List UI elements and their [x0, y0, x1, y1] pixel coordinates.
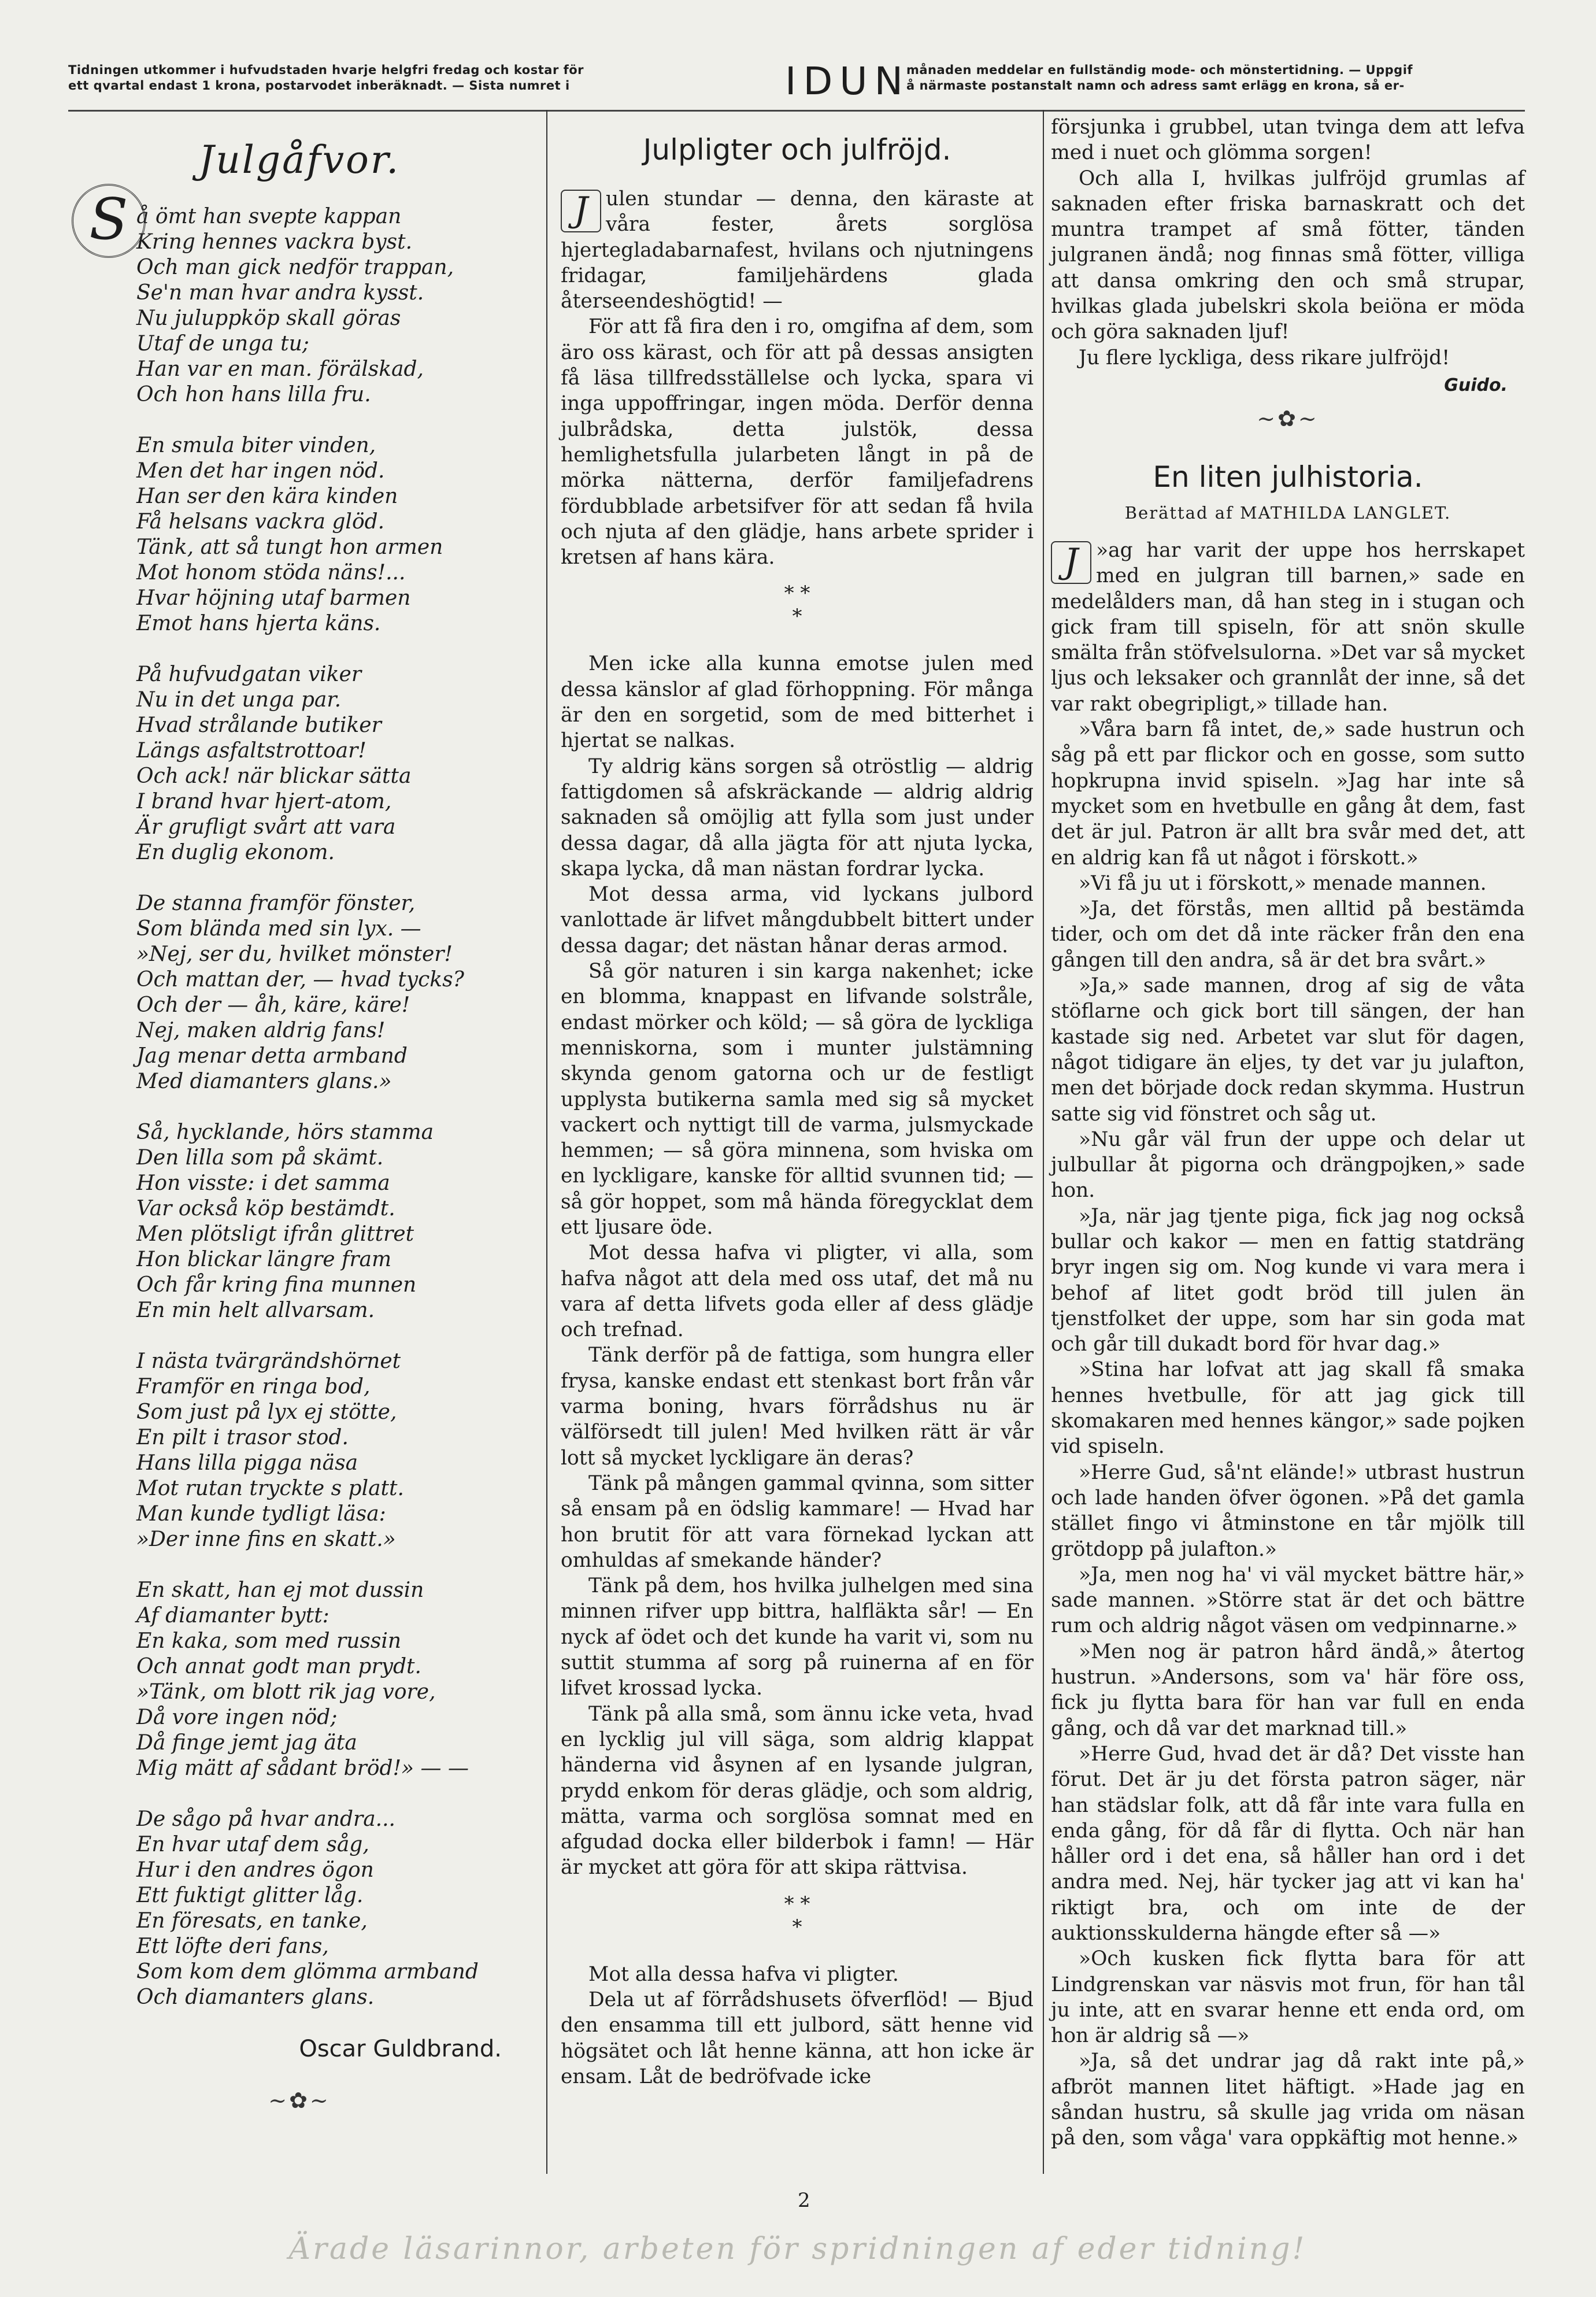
- poem-line: å ömt han svepte kappan: [136, 205, 402, 228]
- story-paragraph: »Ja, så det undrar jag då rakt inte på,» afbröt mannen litet häftigt. »Hade jag en såndan hustru, så skulle jag vrida om näsan på den, som våga' vara oppkäftig mot henne.»: [1051, 2050, 1525, 2150]
- story-column: [1051, 114, 1525, 2151]
- poem-line: Ett fuktigt glitter låg.: [136, 1884, 364, 1907]
- poem-line: Framför en ringa bod,: [136, 1375, 371, 1399]
- column-divider: [1043, 110, 1044, 2174]
- story-paragraph: »Ja, när jag tjente piga, fick jag nog också bullar och kakor — men en fattig statdräng bryr ingen sig om. Nog kunde vi vara mera i behof af litet godt bröd till julen än tjenstfolket der uppe, som har sin goda mat och går till dukadt bord för hvar dag.»: [1051, 1204, 1525, 1356]
- poem-stanza: [136, 433, 531, 637]
- poem-stanza: [136, 662, 531, 865]
- poem-line: Tänk, att så tungt hon armen: [136, 535, 443, 559]
- poem-stanza: [136, 891, 531, 1094]
- poem-line: Men det har ingen nöd.: [136, 459, 385, 483]
- poem-line: Som just på lyx ej stötte,: [136, 1400, 397, 1424]
- poem-line: Är grufligt svårt att vara: [136, 815, 396, 839]
- poem-line: I brand hvar hjert-atom,: [136, 790, 392, 813]
- poem-stanza: [136, 1349, 531, 1552]
- article-paragraph: Mot dessa hafva vi pligter, vi alla, som hafva något att dela med oss utaf, det må nu vara af detta lifvets goda eller af dess glädje och trefnad.: [561, 1241, 1034, 1342]
- story-paragraph: »Nu går väl frun der uppe och delar ut julbullar åt pigorna och drängpojken,» sade hon.: [1051, 1127, 1525, 1203]
- article-paragraph: För att få fira den i ro, omgifna af dem, som äro oss kärast, och för att på dessas ansigten få läsa tillfredsställelse och lycka, spara vi inga uppoffringar, ingen möda. Derför denna julbrådska, detta julstök, dessa hemlighetsfulla jularbeten långt in på de mörka nätterna, derför familjefadrens fördubblade arbetsifver för att sedan få hvila och njuta af den glädje, hans arbete sprider i kretsen af hans kära.: [561, 315, 1034, 569]
- poem-line: Var också köp bestämdt.: [136, 1197, 395, 1220]
- poem-line: Och mattan der, — hvad tycks?: [136, 968, 464, 992]
- masthead: [68, 58, 1525, 112]
- poem-line: Hon visste: i det samma: [136, 1171, 390, 1195]
- poem-line: »Tänk, om blott rik jag vore,: [136, 1680, 436, 1704]
- story-paragraph: »Ja, men nog ha' vi väl mycket bättre här,» sade mannen. »Större stat är det och bättre rum och aldrig något väsen om vedpinnarne.»: [1051, 1563, 1525, 1638]
- poem-line: Hon blickar längre fram: [136, 1248, 392, 1271]
- poem-line: På hufvudgatan viker: [136, 663, 362, 686]
- story-paragraph: »Herre Gud, så'nt elände!» utbrast hustrun och lade handen öfver ögonen. »På det gamla stället fingo vi åtminstone en tår mjölk till grötdopp på julafton.»: [1051, 1460, 1525, 1561]
- poem-line: Och man gick nedför trappan,: [136, 256, 454, 279]
- article-paragraph: Tänk på alla små, som ännu icke veta, hvad en lycklig jul vill säga, som aldrig klappat händerna vid åsynen af en lysande julgran, prydd enkom för deras glädje, och som aldrig, mätta, varma och sorglösa somnat med en afgudad docka eller bilderbok i famn! — Här är mycket att göra för att skipa rättvisa.: [561, 1702, 1034, 1880]
- article-body: [561, 186, 1034, 2089]
- poem-line: »Nej, ser du, hvilket mönster!: [136, 942, 453, 966]
- poem-line: Då vore ingen nöd;: [136, 1706, 338, 1729]
- story-paragraph: »Men nog är patron hård ändå,» återtog hustrun. »Andersons, som va' här före oss, fick ju flytta bara för han var full en enda gång, och då var det marknad till.»: [1051, 1640, 1525, 1740]
- poem-line: Och ack! när blickar sätta: [136, 764, 412, 788]
- poem-line: I nästa tvärgrändshörnet: [136, 1349, 401, 1373]
- poem-line: Och annat godt man prydt.: [136, 1655, 421, 1678]
- article-column: [561, 114, 1034, 2089]
- poem-stanza: [136, 1578, 531, 1781]
- poem-line: De sågo på hvar andra...: [136, 1807, 395, 1831]
- poem-line: Jag menar detta armband: [136, 1044, 408, 1068]
- poem-line: Men plötsligt ifrån glittret: [136, 1222, 414, 1246]
- ornament: ~✿~: [1257, 405, 1319, 431]
- poem-line: Ett löfte deri fans,: [136, 1934, 329, 1958]
- masthead-title: IDUN: [785, 59, 910, 103]
- poem-line: En föresats, en tanke,: [136, 1909, 368, 1933]
- poem-line: Mig mätt af sådant bröd!» — —: [136, 1756, 469, 1780]
- poem-line: Hvad strålande butiker: [136, 713, 382, 737]
- article-paragraph: Och alla I, hvilkas julfröjd grumlas af saknaden efter friska barnaskratt och det muntra trampet af små fötter, tänden julgranen ändå; nog finnas små fötter, villiga att dansa omkring den och små strupar, hvilkas glada jubelskri skola beiöna er möda och göra saknaden ljuf!: [1051, 167, 1525, 344]
- poem-line: Hur i den andres ögon: [136, 1858, 374, 1882]
- article-paragraph: Ju flere lyckliga, dess rikare julfröjd!: [1079, 346, 1450, 369]
- poem-line: Få helsans vackra glöd.: [136, 510, 385, 534]
- poem-line: Mot rutan tryckte s platt.: [136, 1477, 404, 1500]
- poem-line: »Der inne fins en skatt.»: [136, 1527, 396, 1551]
- story-paragraph: »Stina har lofvat att jag skall få smaka hennes hvetbulle, för att jag gick till skomakaren med hennes kängor,» sade pojken vid spiseln.: [1051, 1358, 1525, 1459]
- article-paragraph: Mot dessa arma, vid lyckans julbord vanlottade är lifvet mångdubbelt bittert under dessa dagar; det nästan hånar deras armod.: [561, 883, 1034, 957]
- article-paragraph: Dela ut af förrådshusets öfverflöd! — Bjud den ensamma till ett julbord, sätt henne vid högsätet och låt henne känna, att hon icke är ensam. Låt de bedröfvade icke: [561, 1988, 1034, 2088]
- poem-stanza: [136, 1120, 531, 1323]
- poem-line: Han var en man. förälskad,: [136, 357, 424, 381]
- poem-line: Och får kring fina munnen: [136, 1273, 417, 1297]
- story-byline: Berättad af MATHILDA LANGLET.: [1124, 502, 1451, 523]
- poem-line: En kaka, som med russin: [136, 1629, 402, 1653]
- section-stars: * * *: [784, 1892, 810, 1939]
- article-paragraph: J ulen stundar — denna, den käraste at våra fester, årets sorglösa hjertegladabarnafest, hvilans och njutningens fridagar, familjehärdens glada återseendeshögtid! —: [561, 187, 1034, 313]
- article-paragraph: Tänk på dem, hos hvilka julhelgen med sina minnen rifver upp bittra, halfläkta sår! — En nyck af ödet och det kunde ha varit vi, som nu suttit stumma af sorg på ruinerna af en för lifvet krossad lycka.: [561, 1574, 1034, 1700]
- poem-line: Af diamanter bytt:: [136, 1604, 329, 1627]
- poem-line: Nu juluppköp skall göras: [136, 306, 401, 330]
- masthead-right-text: månaden meddelar en fullständig mode- och mönstertidning. — Uppgif å närmaste postanstalt namn och adress samt erlägg en krona, så er-: [906, 63, 1413, 93]
- poem-line: Man kunde tydligt läsa:: [136, 1502, 386, 1526]
- poem-line: Han ser den kära kinden: [136, 484, 398, 508]
- poem-line: Och hon hans lilla fru.: [136, 383, 371, 406]
- poem-line: Nu in det unga par.: [136, 688, 342, 712]
- poem-line: Nej, maken aldrig fans!: [136, 1019, 386, 1042]
- article-paragraph: Ty aldrig käns sorgen så otröstlig — aldrig fattigdomen så afskräckande — aldrig aldrig saknaden så omöjlig att fylla som just under dessa dagar, då alla jägta för att njuta lycka, skapa lycka, då man nästan fordrar lycka.: [561, 754, 1034, 881]
- poem-line: En pilt i trasor stod.: [136, 1426, 349, 1449]
- story-paragraph: »Herre Gud, hvad det är då? Det visste han förut. Det är ju det första patron säger, när han städslar folk, att då får inte vara fulla en enda gång, för då får di flytta. Och när han håller ord i det ena, så håller han ord i det andra med. Nej, här tycker jag att vi kan ha' riktigt bra, och om inte de der auktionsskulderna hängde efter så —»: [1051, 1742, 1525, 1945]
- poem-line: Den lilla som på skämt.: [136, 1146, 384, 1170]
- article-paragraph: Tänk derför på de fattiga, som hungra eller frysa, kanske endast ett stenkast bort från vår varma boning, hvars förrådshus nu är välförsedt till julen! Med hvilken rätt är vår lott så mycket lyckligare än deras?: [561, 1344, 1034, 1470]
- poem-line: Med diamanters glans.»: [136, 1070, 392, 1093]
- article-paragraph: försjunka i grubbel, utan tvinga dem att lefva med i nuet och glömma sorgen!: [1051, 116, 1525, 165]
- masthead-left-text: Tidningen utkommer i hufvudstaden hvarje helgfri fredag och kostar för ett qvartal endast 1 krona, postarvodet inberäknadt. — Sista numret i: [68, 63, 584, 93]
- poem-line: Så, hycklande, hörs stamma: [136, 1120, 434, 1144]
- poem-stanza: [136, 204, 531, 408]
- poem-line: Som blända med sin lyx. —: [136, 917, 421, 941]
- column-divider: [546, 110, 547, 2174]
- story-paragraph: »Och kusken fick flytta bara för att Lindgrenskan var näsvis mot frun, för han tål ju inte, att en svarar henne ett enda ord, om hon är aldrig så —»: [1051, 1947, 1525, 2048]
- poem-line: En duglig ekonom.: [136, 841, 335, 864]
- poem-line: Se'n man hvar andra kysst.: [136, 281, 424, 305]
- article-continuation: [1051, 114, 1525, 371]
- story-paragraph: »Ja, det förstås, men alltid på bestämda tider, och om det då inte räcker från den ena gången till den andra, så är det bra svårt.»: [1051, 897, 1525, 972]
- poem-stanza: [136, 1807, 531, 2010]
- story-paragraph: »Ja,» sade mannen, drog af sig de våta stöflarne och gick bort till sängen, der han kastade sig ned. Arbetet var slut för dagen, något tidigare än eljes, ty det var ju julafton, men det började dock redan skymma. Hustrun satte sig vid fönstret och såg ut.: [1051, 974, 1525, 1126]
- article-dropcap: J: [561, 190, 601, 232]
- poem-line: Utaf de unga tu;: [136, 332, 309, 356]
- poem-line: Då finge jemt jag äta: [136, 1731, 357, 1755]
- poem-line: Som kom dem glömma armband: [136, 1960, 479, 1984]
- article-title: Julpligter och julfröjd.: [643, 133, 951, 167]
- poem-line: Kring hennes vackra byst.: [136, 230, 413, 254]
- poem-line: Längs asfaltstrottoar!: [136, 739, 366, 763]
- story-body: [1051, 538, 1525, 2151]
- article-paragraph: Så gör naturen i sin karga nakenhet; icke en blomma, knappast en lifvande solstråle, endast mörker och köld; — så göra de lyckliga menniskorna, som i munter julstämning skynda genom gatorna och ur de festligt upplysta butikerna samla med sig så mycket vackert och nyttigt till de varma, julsmyckade hemmen; — så göra minnena, som hviska om en lyckligare, kanske för alltid svunnen tid; — så gör hoppet, som må hända föregycklat dem ett ljusare öde.: [561, 960, 1034, 1239]
- story-paragraph: »Vi få ju ut i förskott,» menade mannen.: [1079, 871, 1487, 895]
- story-title: En liten julhistoria.: [1153, 460, 1423, 494]
- poem-line: En smula biter vinden,: [136, 434, 376, 457]
- article-paragraph: Men icke alla kunna emotse julen med dessa känslor af glad förhoppning. För många är den en sorgetid, som de med bitterhet i hjertat se nalkas.: [561, 652, 1034, 753]
- page-number: 2: [798, 2189, 810, 2212]
- poem-column: [68, 114, 531, 2113]
- poem-line: Hvar höjning utaf barmen: [136, 586, 411, 610]
- poem-line: En hvar utaf dem såg,: [136, 1833, 369, 1856]
- poem-line: Och der — åh, käre, käre!: [136, 993, 410, 1017]
- poem-line: En skatt, han ej mot dussin: [136, 1578, 424, 1602]
- poem-dropcap: S: [72, 184, 146, 258]
- poem-title: Julgåfvor.: [198, 138, 401, 182]
- poem-line: De stanna framför fönster,: [136, 892, 416, 915]
- article-paragraph: Mot alla dessa hafva vi pligter.: [588, 1962, 899, 1986]
- story-dropcap: J: [1051, 541, 1091, 584]
- poem-line: En min helt allvarsam.: [136, 1299, 375, 1322]
- footer-banner: Ärade läsarinnor, arbeten för spridningen af eder tidning!: [288, 2232, 1307, 2266]
- poem-line: Emot hans hjerta käns.: [136, 612, 381, 635]
- article-paragraph: Tänk på mången gammal qvinna, som sitter så ensam på en ödslig kammare! — Hvad har hon brutit för att vara förnekad lyckan att omhuldas af smekande händer?: [561, 1471, 1034, 1572]
- article-signature: Guido.: [1444, 375, 1508, 395]
- poem-line: Och diamanters glans.: [136, 1985, 375, 2009]
- poem-line: Hans lilla pigga näsa: [136, 1451, 358, 1475]
- section-stars: * * *: [784, 582, 810, 628]
- story-paragraph: »Våra barn få intet, de,» sade hustrun och såg på ett par flickor och en gosse, som sutto hopkrupna invid spiseln. »Jag har inte så mycket som en hvetbulle en gång åt dem, fast det är jul. Patron är allt bra svår med det, att en aldrig kan få ut något i förskott.»: [1051, 718, 1525, 870]
- poem-line: Mot honom stöda näns!...: [136, 561, 406, 585]
- story-paragraph: J »ag har varit der uppe hos herrskapet med en julgran till barnen,» sade en medelålders man, då han steg in i stugan och gick fram till spiseln, för att snön skulle smälta från stöfvelsulorna. »Det var så mycket ljus och leksaker och grannlåt der inne, så det var rakt obegripligt,» tillade han.: [1051, 538, 1525, 716]
- ornament: ~✿~: [268, 2088, 331, 2113]
- poem-author: Oscar Guldbrand.: [299, 2036, 502, 2062]
- poem-body: [68, 204, 531, 2010]
